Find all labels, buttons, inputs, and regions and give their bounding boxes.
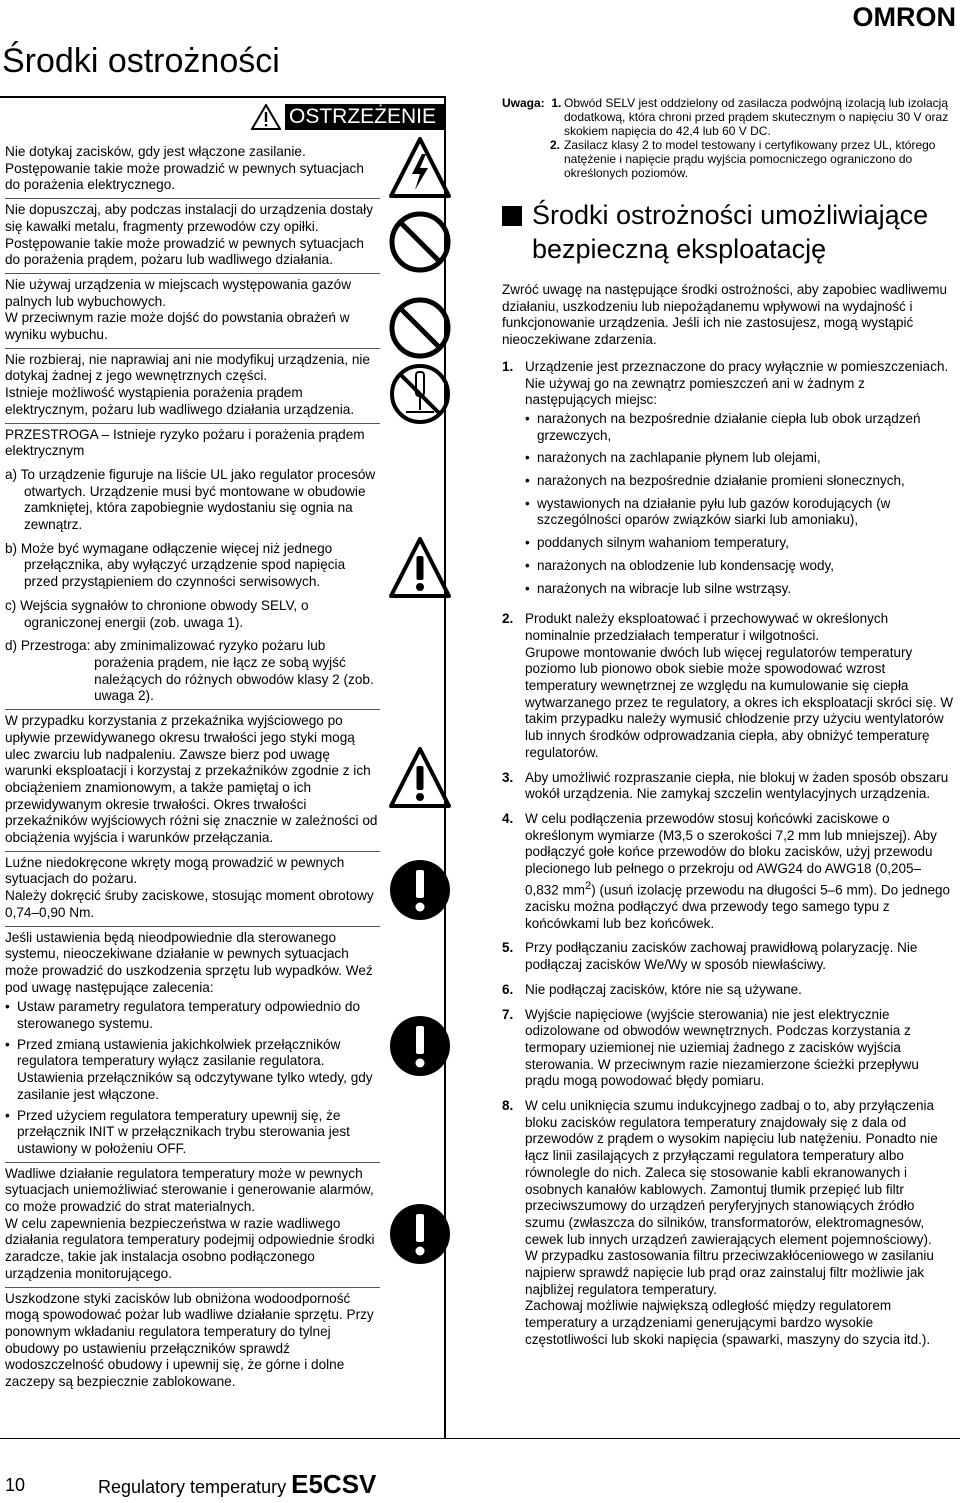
list-item-5: 5. Przy podłączaniu zacisków zachowaj prawidłową polaryzację. Nie podłączaj zacisków We/Wy w sposób niewłaściwy. (502, 940, 918, 973)
disassembly-prohibited-icon (388, 362, 452, 426)
notes (502, 96, 954, 180)
list-item-3: 3. Aby umożliwić rozpraszanie ciepła, nie blokuj w żaden sposób obszaru wokół urządzenia. Nie zamykaj szczelin wentylacyjnych urządzenia. (502, 769, 949, 802)
electric-shock-icon (388, 136, 452, 200)
caution-icon (388, 746, 452, 810)
list-item: • narażonych na oblodzenie lub kondensację wody, (525, 558, 954, 575)
mandatory-icon (388, 858, 452, 922)
page-title: Środki ostrożności (2, 42, 280, 80)
warning-text: Nie dotykaj zacisków, gdy jest włączone zasilanie. Postępowanie takie może prowadzić w pewnych sytuacjach do porażenia elektrycznego. (5, 144, 364, 193)
note-text: Obwód SELV jest oddzielony od zasilacza podwójną izolacją lub izolacją dodatkową, która chroni przed prądem skutecznym o napięciu 30 V oraz skokiem napięcia do 42,4 lub 60 V DC. (564, 96, 949, 138)
list-item: • narażonych na wibracje lub silne wstrząsy. (525, 581, 954, 598)
list-item: • Ustaw parametry regulatora temperatury odpowiednio do sterowanego systemu. (5, 999, 380, 1032)
list-item: • Przed zmianą ustawienia jakichkolwiek przełączników regulatora temperatury wyłącz zasilanie regulatora. Ustawienia przełączników są odczytywane tylko wtedy, gdy zasilanie jest włączone. (5, 1037, 380, 1104)
caution-block-waterproof (5, 1288, 380, 1395)
caution-block-relay (5, 710, 380, 852)
prohibition-icon (388, 296, 452, 360)
list-item-4: 4. W celu podłączenia przewodów stosuj końcówki zaciskowe o określonym wymiarze (M3,5 o szerokości 7,2 mm lub mniejszej). Aby podłączyć gołe końce przewodów do bloku zacisków, użyj przewodu plecionego lub pełnego o przekroju od AWG24 do AWG18 (0,205–0,832 $mm^2$) (usuń izolację przewodu na długości 5–6 mm). Do jednego zacisku można podłączyć dwa przewody tego samego typu z końcówkami lub bez końcówek. (502, 810, 950, 931)
list-item: • wystawionych na działanie pyłu lub gazów korodujących (w szczególności oparów związków siarki lub amoniaku), (525, 496, 954, 529)
warning-text: Postępowanie takie może prowadzić w pewnych sytuacjach do porażenia prądem, pożaru lub wadliwego działania. (5, 235, 364, 268)
warning-block-2 (5, 199, 380, 274)
caution-block-screws (5, 852, 380, 927)
list-item: • narażonych na bezpośrednie działanie ciepła lub obok urządzeń grzewczych, (525, 411, 954, 444)
list-item: • narażonych na zachlapanie płynem lub olejami, (525, 450, 954, 467)
list-item-7: 7. Wyjście napięciowe (wyjście sterowania) nie jest elektrycznie odizolowane od obwodów wewnętrznych. Podczas korzystania z termopary uziemionej nie uziemiaj żadnego z zacisków wyjścia sterowania. W przeciwnym razie niezamierzone ścieżki przepływu prądu mogą powodować błędy pomiaru. (502, 1006, 919, 1089)
caution-text: Jeśli ustawienia będą nieodpowiednie dla sterowanego systemu, nieoczekiwane działanie w pewnych sytuacjach może prowadzić do uszkodzenia sprzętu lub wypadków. Weź pod uwagę następujące zalecenia: (5, 929, 373, 995)
page-footer (0, 1438, 960, 1499)
warning-label: OSTRZEŻENIE (285, 104, 444, 130)
caution-item-d-text: aby zminimalizować ryzyko pożaru lub porażenia prądem, nie łącz ze sobą wyjść należących do różnych obwodów klasy 2 (zob. uwaga 2). (94, 638, 374, 704)
section-marker-icon (502, 206, 522, 226)
caution-item-a: a) To urządzenie figuruje na liście UL jako regulator procesów otwartych. Urządzenie musi być montowane w obudowie zamkniętej, która zapobiegnie wydostaniu się ognia na zewnątrz. (5, 466, 376, 533)
caution-block-ul (5, 424, 380, 711)
warning-box (0, 96, 446, 1438)
warning-block-1 (5, 134, 380, 199)
warning-header (251, 104, 444, 130)
warning-block-3 (5, 274, 380, 349)
caution-text: Wadliwe działanie regulatora temperatury może w pewnych sytuacjach uniemożliwiać sterowanie i generowanie alarmów, co może prowadzić do strat materialnych. (5, 1165, 374, 1215)
list-item: • narażonych na bezpośrednie działanie promieni słonecznych, (525, 473, 954, 490)
warning-text: Nie rozbieraj, nie naprawiaj ani nie modyfikuj urządzenia, nie dotykaj żadnej z jego wewnętrznych części. (5, 351, 370, 384)
warning-text: W przeciwnym razie może dojść do powstania obrażeń w wyniku wybuchu. (5, 310, 350, 343)
note-label: Uwaga: 1. (502, 96, 562, 110)
list-item: • poddanych silnym wahaniom temperatury, (525, 535, 954, 552)
warning-triangle-icon (251, 104, 281, 130)
caution-icon (388, 536, 452, 600)
places-list (525, 411, 954, 597)
mandatory-icon (388, 1014, 452, 1078)
caution-item-b: b) Może być wymagane odłączenie więcej niż jednego przełącznika, aby wyłączyć urządzenie spod napięcia przed przystąpieniem do czynności serwisowych. (5, 540, 346, 590)
settings-list (5, 999, 380, 1157)
caution-item-c: c) Wejścia sygnałów to chronione obwody SELV, o ograniczonej energii (zob. uwaga 1). (5, 597, 309, 630)
list-item: • Przed użyciem regulatora temperatury upewnij się, że przełącznik INIT w przełącznikach trybu sterowania jest ustawiony w położeniu OFF. (5, 1108, 380, 1158)
list-item-8: 8. W celu uniknięcia szumu indukcyjnego zadbaj o to, aby przyłączenia bloku zacisków regulatora temperatury znajdowały się z dala od przewodów z prądem o wysokim napięciu lub natężeniu. Ponadto nie łącz linii zasilających z przyłączami regulatora temperatury albo równolegle do nich. Zaleca się stosowanie kabli ekranowanych i osobnych kanałów kablowych. Zamontuj tłumik przepięć lub filtr przeciwszumowy do urządzeń peryferyjnych stanowiących źródło szumu (zwłaszcza do silników, transformatorów, elektromagnesów, cewek lub innych urządzeń zawierających element pojemnościowy). W przypadku zastosowania filtru przeciwzakłóceniowego w zasilaniu najpierw sprawdź napięcie lub prąd oraz zainstaluj filtr możliwie jak najbliżej regulatora temperatury. Zachowaj możliwie największą odległość między regulatorem temperatury a urządzeniami generującymi bardzo wysokie częstotliwości lub skoki napięcia (spawarki, maszyny do szycia itd.). (502, 1098, 938, 1347)
list-item-2: 2. Produkt należy eksploatować i przechowywać w określonych nominalnie przedziałach temperatur i wilgotności. Grupowe montowanie dwóch lub więcej regulatorów temperatury poziomo lub pionowo obok siebie może spowodować wzrost temperatury wewnętrznej ze względu na kumulowanie się ciepła wytwarzanego przez te regulatory, a okres ich eksploatacji skróci się. W takim przypadku należy wymusić chłodzenie przy użyciu wentylatorów lub innych środków odprowadzania ciepła, aby obniżyć temperaturę regulatorów. (502, 611, 954, 760)
model-name: E5CSV (291, 1469, 377, 1499)
section-title: Środki ostrożności umożliwiające bezpieczną eksploatację (532, 200, 929, 264)
section-intro: Zwróć uwagę na następujące środki ostrożności, aby zapobiec wadliwemu działaniu, uszkodzeniu lub niepożądanemu wpływowi na wydajność i funkcjonowanie urządzenia. Jeśli ich nie zastosujesz, mogą wystąpić nieoczekiwane zdarzenia. (502, 282, 947, 348)
note-1 (502, 96, 954, 138)
caution-text: Luźne niedokręcone wkręty mogą prowadzić w pewnych sytuacjach do pożaru. (5, 854, 345, 887)
footer-title: Regulatory temperatury E5CSV (98, 1469, 377, 1499)
page-number: 10 (5, 1475, 26, 1495)
right-column (502, 96, 954, 1357)
mandatory-icon (388, 1202, 452, 1266)
omron-logo: OMRON (852, 2, 956, 32)
list-item-1: 1. Urządzenie jest przeznaczone do pracy wyłącznie w pomieszczeniach. Nie używaj go na zewnątrz pomieszczeń ani w żadnym z następujących miejsc: • narażonych na bezpośrednie działanie ciepła lub obok urządzeń grzewczych, • narażonych na zachlapanie płynem lub olejami, • narażonych na bezpośrednie działanie promieni słonecznych, • wystawionych na działanie pyłu lub gazów korodujących (w szczególności oparów związków siarki lub amoniaku), • poddanych silnym wahaniom temperatury, • narażonych na oblodzenie lub kondensację wody, • narażonych na wibracje lub silne wstrząsy. (502, 359, 954, 603)
warning-text: Nie dopuszczaj, aby podczas instalacji do urządzenia dostały się kawałki metalu, fragmenty przewodów czy opiłki. (5, 202, 373, 234)
list-item-6: 6. Nie podłączaj zacisków, które nie są używane. (502, 981, 802, 997)
warning-text: Nie używaj urządzenia w miejscach występowania gazów palnych lub wybuchowych. (5, 276, 352, 309)
warning-text: Istnieje możliwość wystąpienia porażenia prądem elektrycznym, pożaru lub wadliwego działania urządzenia. (5, 385, 355, 417)
caution-text: Należy dokręcić śruby zaciskowe, stosując moment obrotowy 0,74–0,90 Nm. (5, 888, 374, 920)
caution-item-d (5, 638, 380, 705)
note-number: 2. (549, 138, 560, 152)
prohibition-icon (388, 210, 452, 274)
warning-column (5, 134, 380, 1395)
caution-text: Uszkodzone styki zacisków lub obniżona wodoodporność mogą spowodować pożar lub wadliwe działanie sprzętu. Przy ponownym wkładaniu regulatora temperatury do tylnej obudowy po ustawieniu przełączników sprawdź wodoszczelność obudowy i upewnij się, że górne i dolne zaczepy są bezpiecznie zablokowane. (5, 1290, 374, 1390)
note-2 (502, 138, 954, 180)
caution-item-d-label: d) Przestroga: (5, 638, 95, 654)
caution-title: PRZESTROGA – Istnieje ryzyko pożaru i porażenia prądem elektrycznym (5, 426, 365, 459)
caution-block-settings (5, 927, 380, 1163)
caution-text: W przypadku korzystania z przekaźnika wyjściowego po upływie przewidywanego okresu trwałości jego styki mogą ulec zwarciu lub nadpaleniu. Zawsze bierz pod uwagę warunki eksploatacji i korzystaj z przekaźników zgodnie z ich obciążeniem znamionowym, a także pamiętaj o ich przewidywanym okresie trwałości. Okres trwałości przekaźników wyjściowych różni się znacznie w zależności od obciążenia wyjścia i warunków przełączania. (5, 713, 378, 846)
caution-block-malfunction (5, 1163, 380, 1288)
note-text: Zasilacz klasy 2 to model testowany i certyfikowany przez UL, którego natężenie i napięcie prądu wyjścia pomocniczego ograniczono do określonych poziomów. (564, 138, 936, 180)
caution-text: W celu zapewnienia bezpieczeństwa w razie wadliwego działania regulatora temperatury podejmij odpowiednie środki zaradcze, takie jak instalacja osobno podłączonego urządzenia monitorującego. (5, 1215, 375, 1281)
section-heading (502, 198, 954, 266)
warning-block-4 (5, 349, 380, 424)
